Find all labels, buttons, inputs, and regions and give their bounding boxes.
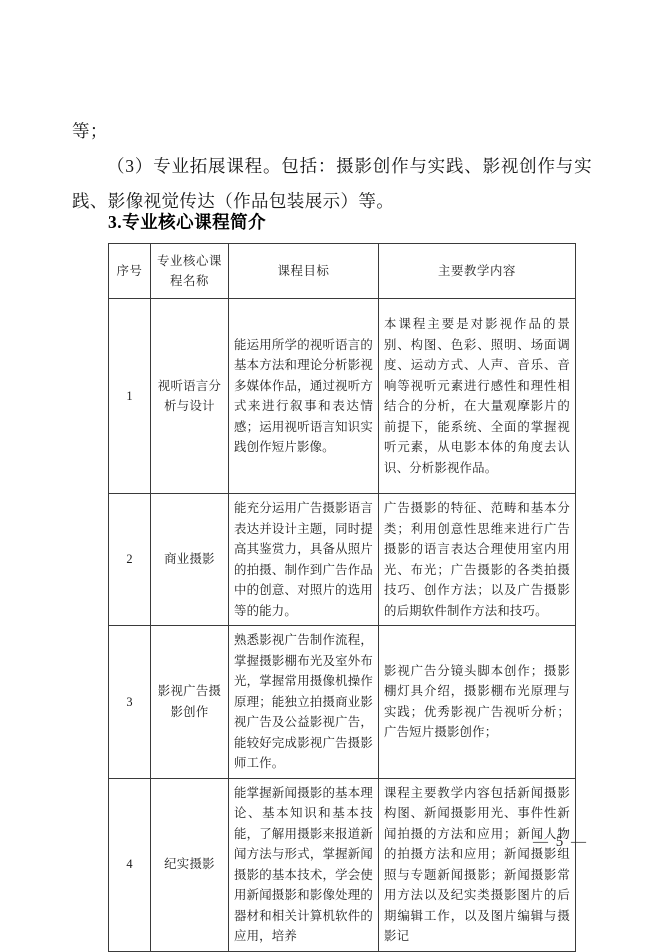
table-row — [109, 626, 576, 779]
cell-course-name: 商业摄影 — [151, 494, 229, 626]
cell-no: 3 — [109, 626, 151, 779]
table-row — [109, 299, 576, 494]
cell-course-name: 影视广告摄影创作 — [151, 626, 229, 779]
table-body — [109, 299, 576, 952]
cell-no: 2 — [109, 494, 151, 626]
cell-main-content: 影视广告分镜头脚本创作；摄影棚灯具介绍，摄影棚布光原理与实践；优秀影视广告视听分析；广告短片摄影创作； — [379, 626, 576, 779]
paragraph-continuation: 等； — [72, 121, 108, 141]
cell-course-name: 视听语言分析与设计 — [151, 299, 229, 494]
column-header-course-goal: 课程目标 — [229, 244, 379, 299]
column-header-course-name: 专业核心课程名称 — [151, 244, 229, 299]
cell-course-name: 纪实摄影 — [151, 778, 229, 951]
cell-no: 4 — [109, 778, 151, 951]
table-header-row — [109, 244, 576, 299]
column-header-main-content: 主要教学内容 — [379, 244, 576, 299]
table-header — [109, 244, 576, 299]
paragraph-extension-courses: （3）专业拓展课程。包括：摄影创作与实践、影视创作与实践、影像视觉传达（作品包装展示）等。 — [72, 156, 592, 211]
cell-course-goal: 能掌握新闻摄影的基本理论、基本知识和基本技能，了解用摄影来报道新闻方法与形式，掌握新闻摄影的基本技术，学会使用新闻摄影和影像处理的器材和相关计算机软件的应用，培养 — [229, 778, 379, 951]
page-number-footer: — 5 — — [533, 834, 588, 850]
cell-main-content: 广告摄影的特征、范畴和基本分类；利用创意性思维来进行广告摄影的语言表达合理使用室内用光、布光；广告摄影的各类拍摄技巧、创作方法；以及广告摄影的后期软件制作方法和技巧。 — [379, 494, 576, 626]
cell-main-content: 本课程主要是对影视作品的景别、构图、色彩、照明、场面调度、运动方式、人声、音乐、音响等视听元素进行感性和理性相结合的分析，在大量观摩影片的前提下，能系统、全面的掌握视听元素，从电影本体的角度去认识、分析影视作品。 — [379, 299, 576, 494]
cell-course-goal: 能运用所学的视听语言的基本方法和理论分析影视多媒体作品，通过视听方式来进行叙事和表达情感；运用视听语言知识实践创作短片影像。 — [229, 299, 379, 494]
section-heading: 3.专业核心课程简介 — [108, 212, 267, 232]
table-row — [109, 494, 576, 626]
cell-no: 1 — [109, 299, 151, 494]
table-row — [109, 778, 576, 951]
column-header-no: 序号 — [109, 244, 151, 299]
cell-course-goal: 能充分运用广告摄影语言表达并设计主题，同时提高其鉴赏力，具备从照片的拍摄、制作到广告作品中的创意、对照片的选用等的能力。 — [229, 494, 379, 626]
cell-course-goal: 熟悉影视广告制作流程，掌握摄影棚布光及室外布光，掌握常用摄像机操作原理；能独立拍摄商业影视广告及公益影视广告，能较好完成影视广告摄影师工作。 — [229, 626, 379, 779]
cell-main-content: 课程主要教学内容包括新闻摄影构图、新闻摄影用光、事件性新闻拍摄的方法和应用；新闻人物的拍摄方法和应用；新闻摄影组照与专题新闻摄影；新闻摄影常用方法以及纪实类摄影图片的后期编辑工作，以及图片编辑与摄影记 — [379, 778, 576, 951]
